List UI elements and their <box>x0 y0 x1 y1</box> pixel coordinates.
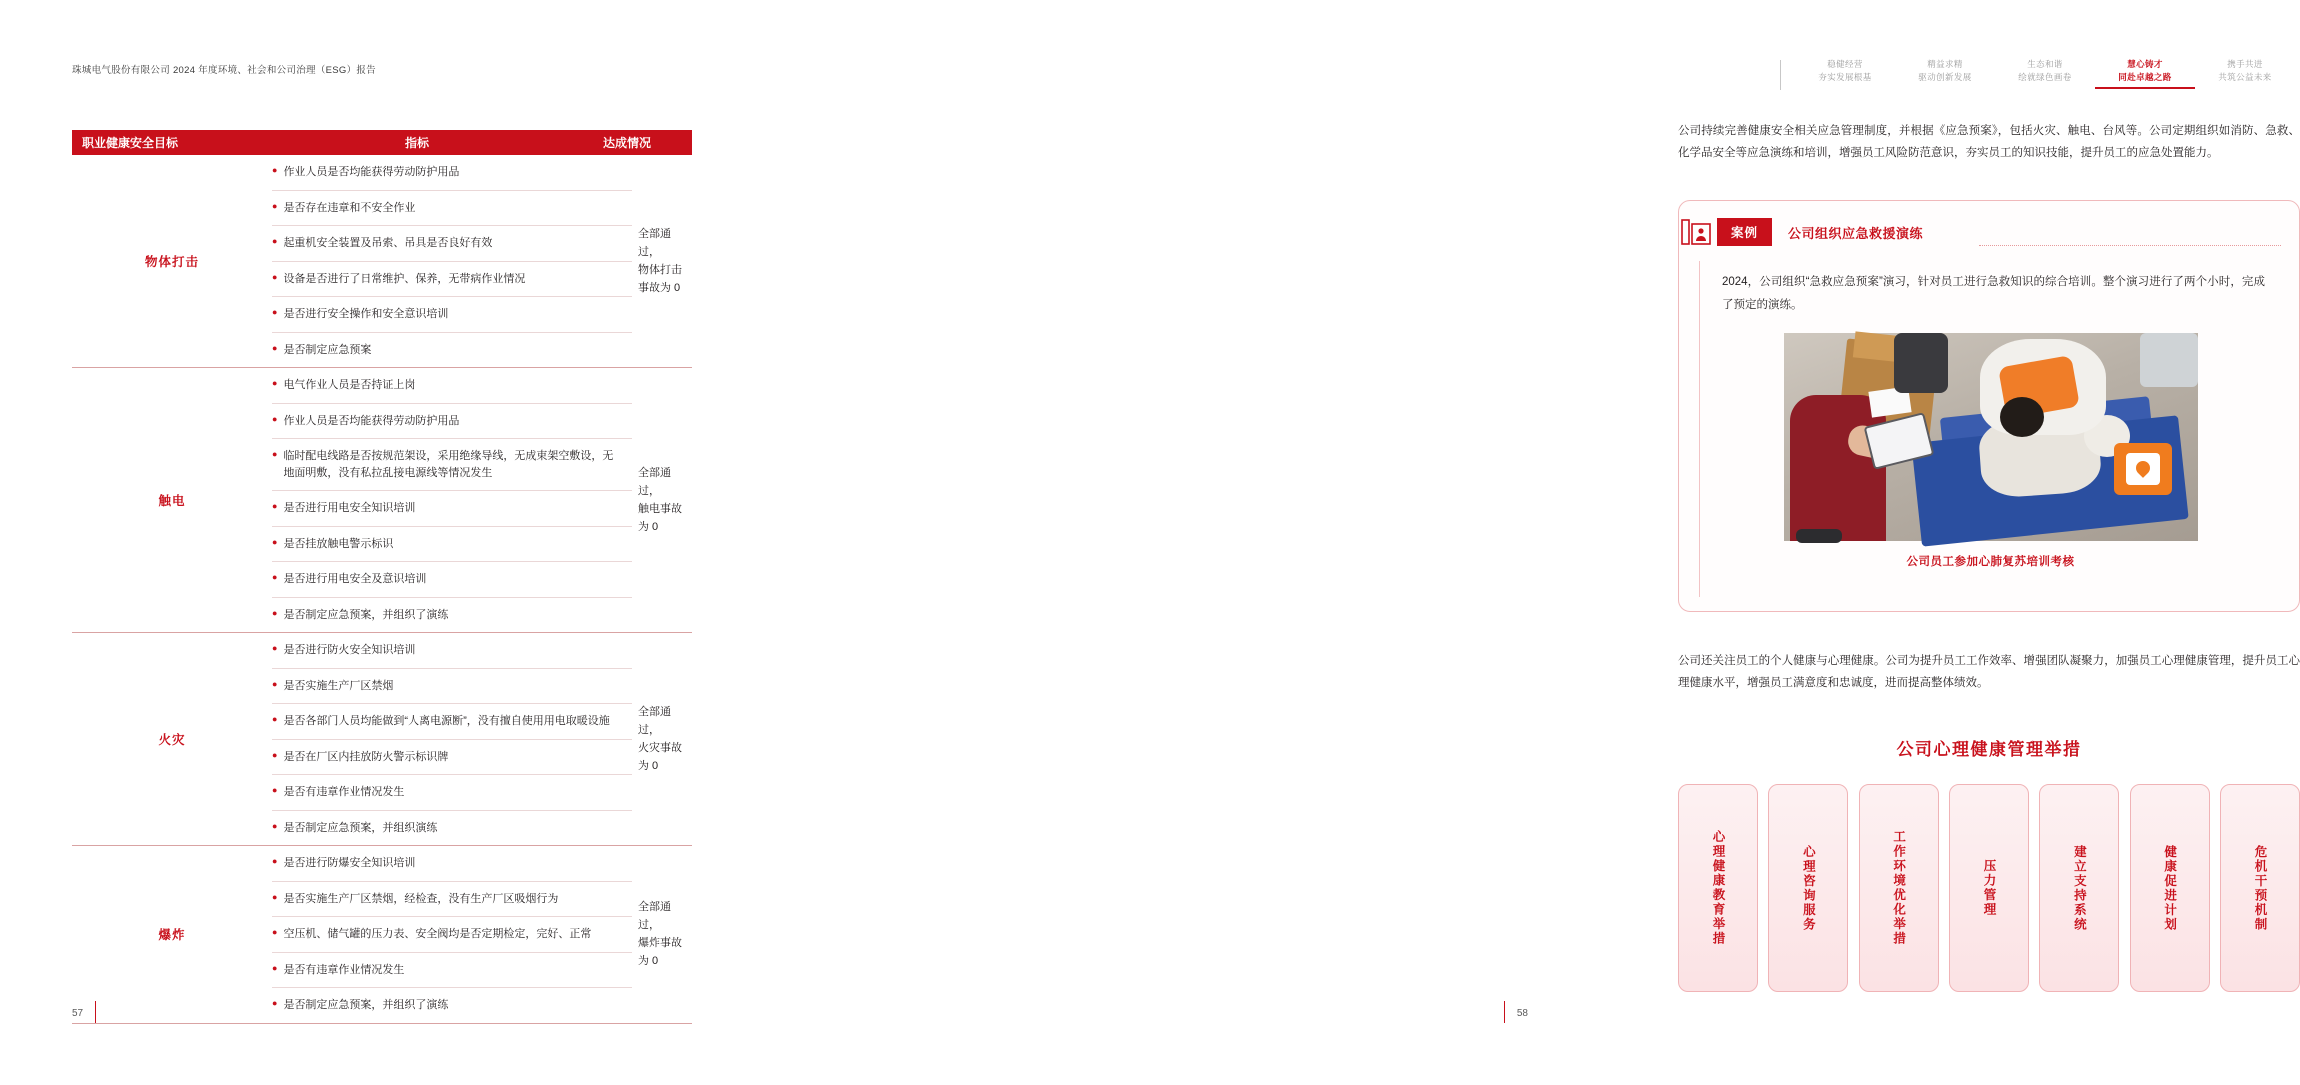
table-row <box>72 155 692 368</box>
status-line: 爆炸事故为 0 <box>638 937 682 968</box>
bullet-icon: ● <box>272 891 278 902</box>
nav-item-line1: 慧心铸才 <box>2127 59 2163 69</box>
list-item <box>272 740 632 776</box>
occupational-health-safety-table <box>72 130 692 1024</box>
measure-card-5 <box>2039 784 2119 992</box>
table-row <box>72 368 692 633</box>
indicator-text: 是否进行安全操作和安全意识培训 <box>283 308 449 320</box>
status-cell <box>632 846 692 1023</box>
bullet-icon: ● <box>272 342 278 353</box>
bullet-icon: ● <box>272 927 278 937</box>
measure-card-label: 心理健康教育举措 <box>1711 830 1725 946</box>
bullet-icon: ● <box>272 820 278 831</box>
table-header-row <box>72 130 692 155</box>
list-item <box>272 527 632 563</box>
nav-item-line2: 共筑公益未来 <box>2218 72 2272 83</box>
measure-card-label: 压力管理 <box>1981 859 1996 917</box>
indicator-text: 是否有违章作业情况发生 <box>283 786 405 798</box>
indicator-list <box>272 633 632 845</box>
bullet-icon: ● <box>272 378 278 388</box>
indicator-text: 是否制定应急预案，并组织了演练 <box>283 608 449 621</box>
bullet-icon: ● <box>272 536 278 547</box>
measure-card-7 <box>2220 784 2300 992</box>
list-item <box>272 191 632 227</box>
list-item <box>272 333 632 368</box>
list-item <box>272 562 632 598</box>
list-item <box>272 155 632 191</box>
nav-item-line1: 生态和谐 <box>2027 59 2063 69</box>
nav-item-line1: 稳健经营 <box>1827 59 1863 69</box>
nav-item-line2: 同赴卓越之路 <box>2118 72 2172 83</box>
photo-shoe <box>1796 529 1842 543</box>
indicator-list <box>272 846 632 1023</box>
page-number-value: 58 <box>1516 1008 1528 1019</box>
document-header: 珠城电气股份有限公司 2024 年度环境、社会和公司治理（ESG）报告 <box>72 65 376 76</box>
section-nav <box>1780 58 2295 90</box>
list-item <box>272 598 632 633</box>
case-title: 公司组织应急救援演练 <box>1788 225 1924 241</box>
indicator-text: 起重机安全装置及吊索、吊具是否良好有效 <box>283 237 493 249</box>
status-line: 火灾事故为 0 <box>638 742 682 773</box>
list-item <box>272 704 632 740</box>
bullet-icon: ● <box>272 236 278 246</box>
measure-card-6 <box>2130 784 2210 992</box>
category-label: 爆炸 <box>158 928 186 943</box>
paragraph-mental-health: 公司还关注员工的个人健康与心理健康。公司为提升员工工作效率、增强团队凝聚力，加强员工心理健康管理，提升员工心理健康水平，增强员工满意度和忠诚度，进而提高整体绩效。 <box>1678 655 2300 690</box>
nav-item-5[interactable] <box>2195 58 2295 84</box>
nav-item-line2: 绘就绿色画卷 <box>2018 72 2072 83</box>
bullet-icon: ● <box>272 643 278 653</box>
bullet-icon: ● <box>272 165 278 175</box>
indicator-text: 是否进行用电安全及意识培训 <box>283 573 427 585</box>
indicator-text: 是否存在违章和不安全作业 <box>283 201 416 214</box>
list-item <box>272 917 632 953</box>
bullet-icon: ● <box>272 962 278 973</box>
category-label: 物体打击 <box>144 255 199 269</box>
list-item <box>272 491 632 527</box>
nav-item-3[interactable] <box>1995 58 2095 84</box>
list-item <box>272 669 632 705</box>
indicator-text: 电气作业人员是否持证上岗 <box>283 379 416 391</box>
paragraph-emergency-management: 公司持续完善健康安全相关应急管理制度，并根据《应急预案》，包括火灾、触电、台风等。公司定期组织如消防、急救、化学品安全等应急演练和培训，增强员工风险防范意识，夯实员工的知识技能，提升员工的应急处置能力。 <box>1678 125 2300 160</box>
case-icon <box>1681 217 1717 247</box>
measure-card-label: 健康促进计划 <box>2162 844 2177 932</box>
indicator-text: 是否制定应急预案 <box>283 343 372 356</box>
status-line: 全部通过， <box>638 227 671 258</box>
list-item <box>272 633 632 669</box>
list-item <box>272 262 632 298</box>
case-tab <box>1675 217 1923 247</box>
indicator-text: 是否有违章作业情况发生 <box>283 963 405 976</box>
indicator-text: 设备是否进行了日常维护、保养，无带病作业情况 <box>283 272 526 285</box>
bullet-icon: ● <box>272 678 278 689</box>
list-item <box>272 404 632 440</box>
page-number-left <box>72 1001 96 1023</box>
indicator-text: 是否进行防火安全知识培训 <box>283 644 416 656</box>
indicator-list <box>272 368 632 632</box>
measure-card-4 <box>1949 784 2029 992</box>
measure-card-label: 心理咨询服务 <box>1801 844 1816 932</box>
indicator-text: 作业人员是否均能获得劳动防护用品 <box>283 414 460 427</box>
table-row <box>72 846 692 1024</box>
case-badge: 案例 <box>1717 218 1772 246</box>
bullet-icon: ● <box>272 271 278 282</box>
nav-item-line1: 精益求精 <box>1927 59 1963 69</box>
status-line: 全部通过， <box>638 705 671 736</box>
right-page <box>800 0 2300 1085</box>
photo-standing-legs <box>1894 333 1948 393</box>
column-header-status: 达成情况 <box>602 136 651 150</box>
column-header-indicator: 指标 <box>404 136 429 150</box>
list-item <box>272 953 632 989</box>
indicator-text: 是否进行防爆安全知识培训 <box>283 857 416 869</box>
bullet-icon: ● <box>272 856 278 866</box>
bullet-icon: ● <box>272 749 278 760</box>
left-page <box>0 0 800 1085</box>
bullet-icon: ● <box>272 200 278 211</box>
bullet-icon: ● <box>272 785 278 795</box>
bullet-icon: ● <box>272 607 278 618</box>
bullet-icon: ● <box>272 572 278 582</box>
indicator-text: 是否挂放触电警示标识 <box>283 537 394 550</box>
list-item <box>272 439 632 491</box>
nav-divider <box>1780 60 1781 90</box>
nav-item-line2: 驱动创新发展 <box>1918 72 1972 83</box>
status-line: 全部通过， <box>638 900 671 932</box>
status-cell <box>632 155 692 367</box>
page-number-rule <box>95 1001 96 1023</box>
table-row <box>72 633 692 846</box>
case-icon-svg <box>1681 217 1717 247</box>
status-cell <box>632 368 692 632</box>
bullet-icon: ● <box>272 501 278 511</box>
indicator-text: 是否各部门人员均能做到“人离电源断”，没有擅自使用用电取暖设施 <box>283 715 610 727</box>
indicator-text: 是否实施生产厂区禁烟，经检查，没有生产厂区吸烟行为 <box>283 892 559 905</box>
photo-equipment-bag <box>2140 333 2198 387</box>
status-cell <box>632 633 692 845</box>
case-divider <box>1979 245 2281 246</box>
list-item <box>272 368 632 404</box>
bullet-icon: ● <box>272 307 278 317</box>
list-item <box>272 297 632 333</box>
list-item <box>272 882 632 918</box>
measure-card-label: 建立支持系统 <box>2072 844 2087 932</box>
page-number-rule <box>1504 1001 1505 1023</box>
status-line: 全部通过， <box>638 466 671 497</box>
case-text: 2024，公司组织“急救应急预案”演习，针对员工进行急救知识的综合培训。整个演习进行了两个小时，完成了预定的演练。 <box>1722 276 2265 311</box>
bullet-icon: ● <box>272 998 278 1008</box>
indicator-text: 作业人员是否均能获得劳动防护用品 <box>283 166 460 178</box>
case-content <box>1699 261 2281 597</box>
category-label: 触电 <box>158 494 186 508</box>
indicator-list <box>272 155 632 367</box>
measure-card-2 <box>1768 784 1848 992</box>
category-label: 火灾 <box>158 733 186 747</box>
list-item <box>272 988 632 1023</box>
column-header-goal: 职业健康安全目标 <box>82 136 179 150</box>
bullet-icon: ● <box>272 413 278 424</box>
measure-card-label: 工作环境优化举措 <box>1891 830 1906 946</box>
nav-item-4-active[interactable] <box>2095 58 2195 89</box>
photo-trainee-head <box>2000 397 2044 437</box>
case-photo-cpr-training <box>1784 333 2198 541</box>
indicator-text: 是否制定应急预案，并组织了演练 <box>283 999 449 1011</box>
nav-item-line2: 夯实发展根基 <box>1818 72 1872 83</box>
measures-section-title: 公司心理健康管理举措 <box>1896 740 2082 759</box>
status-line: 触电事故为 0 <box>638 503 682 534</box>
bullet-icon: ● <box>272 714 278 724</box>
case-study-box <box>1678 200 2300 612</box>
indicator-text: 是否在厂区内挂放防火警示标识牌 <box>283 750 449 763</box>
indicator-text: 是否制定应急预案，并组织演练 <box>283 821 438 834</box>
bullet-icon: ● <box>272 449 278 459</box>
measures-card-row <box>1678 784 2300 992</box>
page-number-right <box>1504 1001 1528 1023</box>
list-item <box>272 775 632 811</box>
measure-card-3 <box>1859 784 1939 992</box>
measure-card-label: 危机干预机制 <box>2252 844 2267 932</box>
nav-item-2[interactable] <box>1895 58 1995 84</box>
list-item <box>272 811 632 846</box>
indicator-text: 是否进行用电安全知识培训 <box>283 502 416 514</box>
indicator-text: 空压机、储气罐的压力表、安全阀均是否定期检定，完好、正常 <box>283 928 592 940</box>
nav-item-line1: 携手共进 <box>2227 59 2263 69</box>
measure-card-1 <box>1678 784 1758 992</box>
case-photo-caption: 公司员工参加心肺复苏培训考核 <box>1906 556 2075 568</box>
nav-item-1[interactable] <box>1795 58 1895 84</box>
status-line: 物体打击事故为 0 <box>638 264 682 295</box>
list-item <box>272 226 632 262</box>
indicator-text: 临时配电线路是否按规范架设，采用绝缘导线，无成束架空敷设，无地面明敷，没有私拉乱接电源线等情况发生 <box>283 450 614 479</box>
page-number-value: 57 <box>72 1008 84 1019</box>
list-item <box>272 846 632 882</box>
indicator-text: 是否实施生产厂区禁烟 <box>283 679 394 692</box>
nav-active-underline <box>2095 87 2195 89</box>
